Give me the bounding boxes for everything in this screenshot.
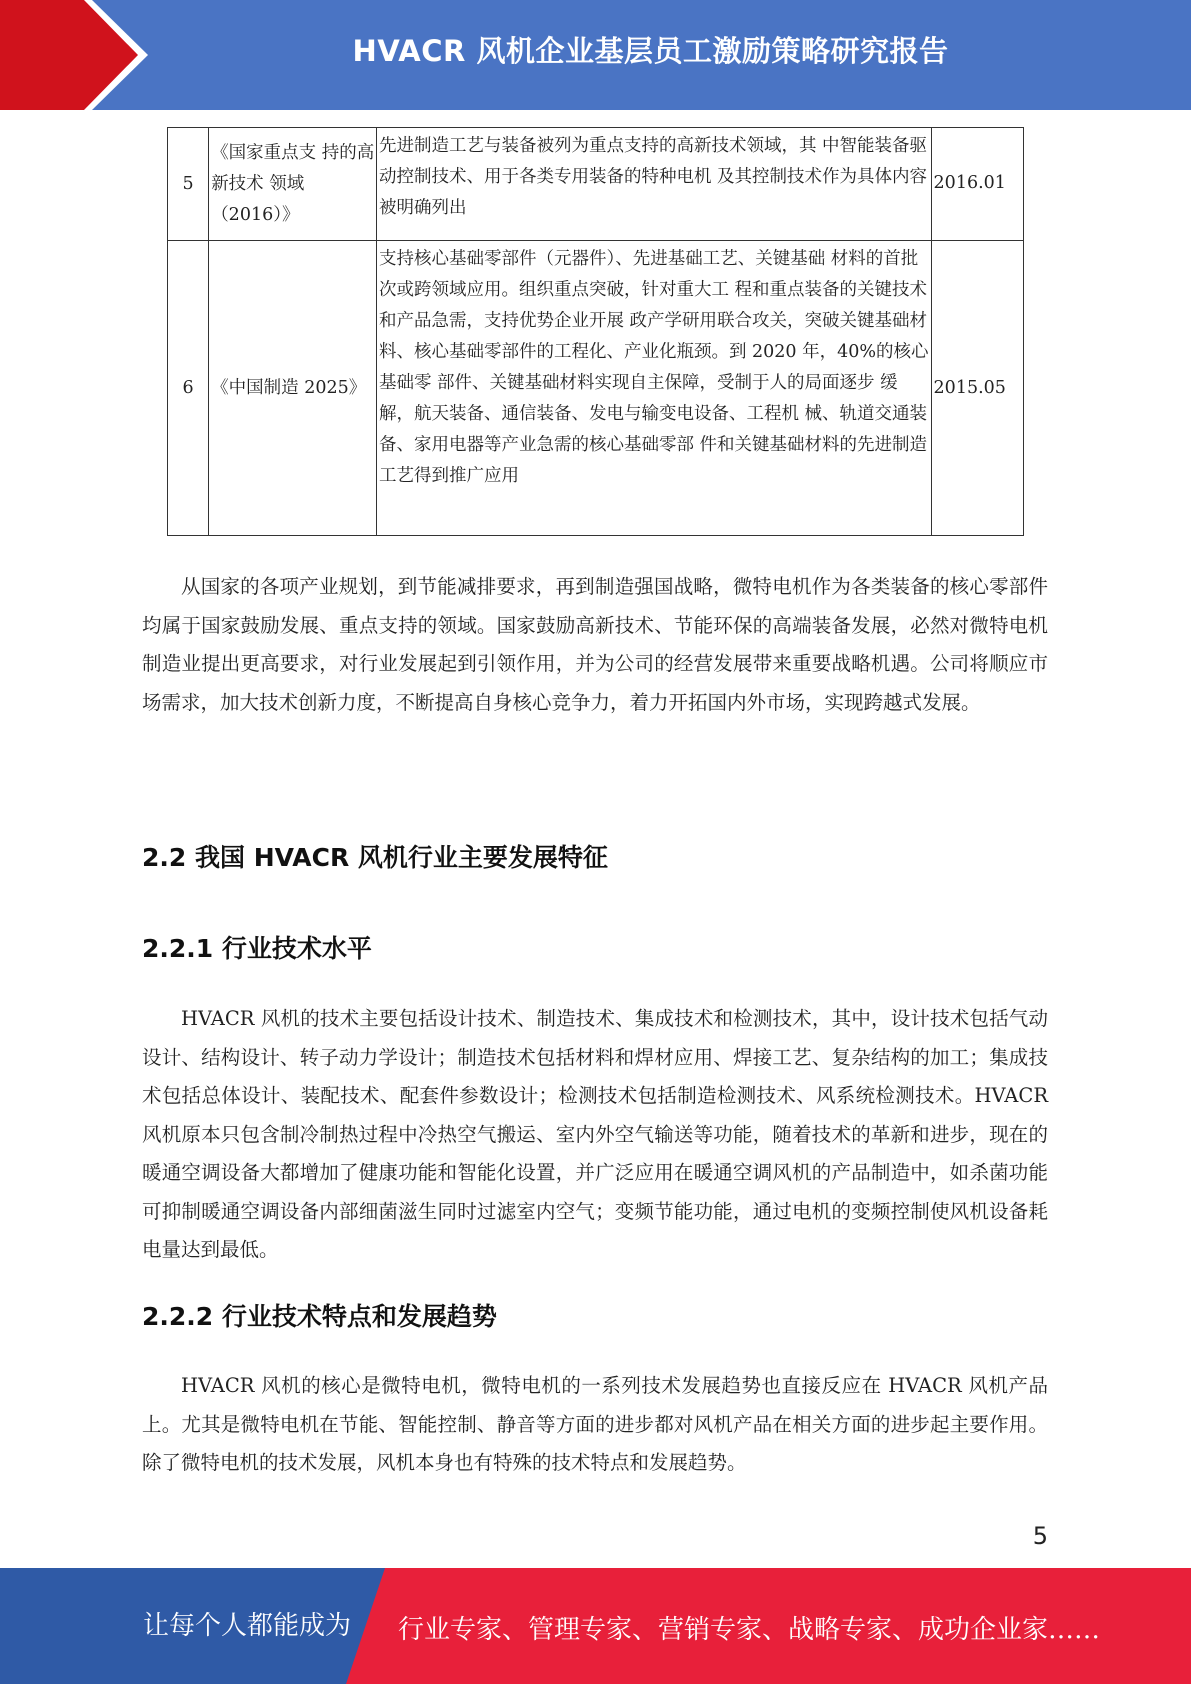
body-paragraph: 从国家的各项产业规划，到节能减排要求，再到制造强国战略，微特电机作为各类装备的核心零部件均属于国家鼓励发展、重点支持的领域。国家鼓励高新技术、节能环保的高端装备发展，必然对微特电机制造业提出更高要求，对行业发展起到引领作用，并为公司的经营发展带来重要战略机遇。公司将顺应市场需求，加大技术创新力度，不断提高自身核心竞争力，着力开拓国内外市场，实现跨越式发展。 (142, 575, 1048, 714)
page-number: 5 (1032, 1522, 1048, 1550)
policy-content: 支持核心基础零部件（元器件）、先进基础工艺、关键基础 材料的首批次或跨领域应用。组织重点突破，针对重大工 程和重点装备的关键技术和产品急需，支持优势企业开展 政产学研用联合攻关，突破关键基础材料、核心基础零部件的工程化、产业化瓶颈。到 2020 年，40%的核心基础零 部件、关键基础材料实现自主保障，受制于人的局面逐步 缓解，航天装备、通信装备、发电与输变电设备、工程机 械、轨道交通装备、家用电器等产业急需的核心基础零部 件和关键基础材料的先进制造工艺得到推广应用 (376, 241, 931, 536)
policy-table (167, 127, 1024, 536)
policy-name: 《中国制造 2025》 (209, 241, 377, 536)
page-header (0, 0, 1191, 110)
policy-content: 先进制造工艺与装备被列为重点支持的高新技术领域，其 中智能装备驱动控制技术、用于各类专用装备的特种电机 及其控制技术作为具体内容被明确列出 (376, 128, 931, 241)
body-paragraph: HVACR 风机的技术主要包括设计技术、制造技术、集成技术和检测技术，其中，设计技术包括气动设计、结构设计、转子动力学设计；制造技术包括材料和焊材应用、焊接工艺、复杂结构的加工；集成技术包括总体设计、装配技术、配套件参数设计；检测技术包括制造检测技术、风系统检测技术。HVACR 风机原本只包含制冷制热过程中冷热空气搬运、室内外空气输送等功能，随着技术的革新和进步，现在的暖通空调设备大都增加了健康功能和智能化设置，并广泛应用在暖通空调风机的产品制造中，如杀菌功能可抑制暖通空调设备内部细菌滋生同时过滤室内空气；变频节能功能，通过电机的变频控制使风机设备耗电量达到最低。 (142, 1007, 1048, 1261)
table-row (168, 241, 1024, 536)
footer-slogan-right: 行业专家、管理专家、营销专家、战略专家、成功企业家…… (398, 1615, 1101, 1645)
subsection-heading: 2.2.1 行业技术水平 (142, 934, 372, 963)
page-footer (0, 1568, 1191, 1684)
section-heading: 2.2 我国 HVACR 风机行业主要发展特征 (142, 843, 608, 872)
header-title: HVACR 风机企业基层员工激励策略研究报告 (352, 34, 949, 68)
policy-date: 2015.05 (931, 241, 1023, 536)
row-number: 6 (168, 241, 209, 536)
subsection-heading: 2.2.2 行业技术特点和发展趋势 (142, 1302, 497, 1331)
table-row (168, 128, 1024, 241)
row-number: 5 (168, 128, 209, 241)
policy-date: 2016.01 (931, 128, 1023, 241)
header-red-arrow (0, 0, 160, 110)
body-paragraph: HVACR 风机的核心是微特电机，微特电机的一系列技术发展趋势也直接反应在 HVACR 风机产品上。尤其是微特电机在节能、智能控制、静音等方面的进步都对风机产品在相关方面的进步起主要作用。除了微特电机的技术发展，风机本身也有特殊的技术特点和发展趋势。 (142, 1374, 1048, 1474)
footer-slogan-left: 让每个人都能成为 (143, 1611, 352, 1641)
policy-name: 《国家重点支 持的高新技术 领域（2016）》 (209, 128, 377, 241)
